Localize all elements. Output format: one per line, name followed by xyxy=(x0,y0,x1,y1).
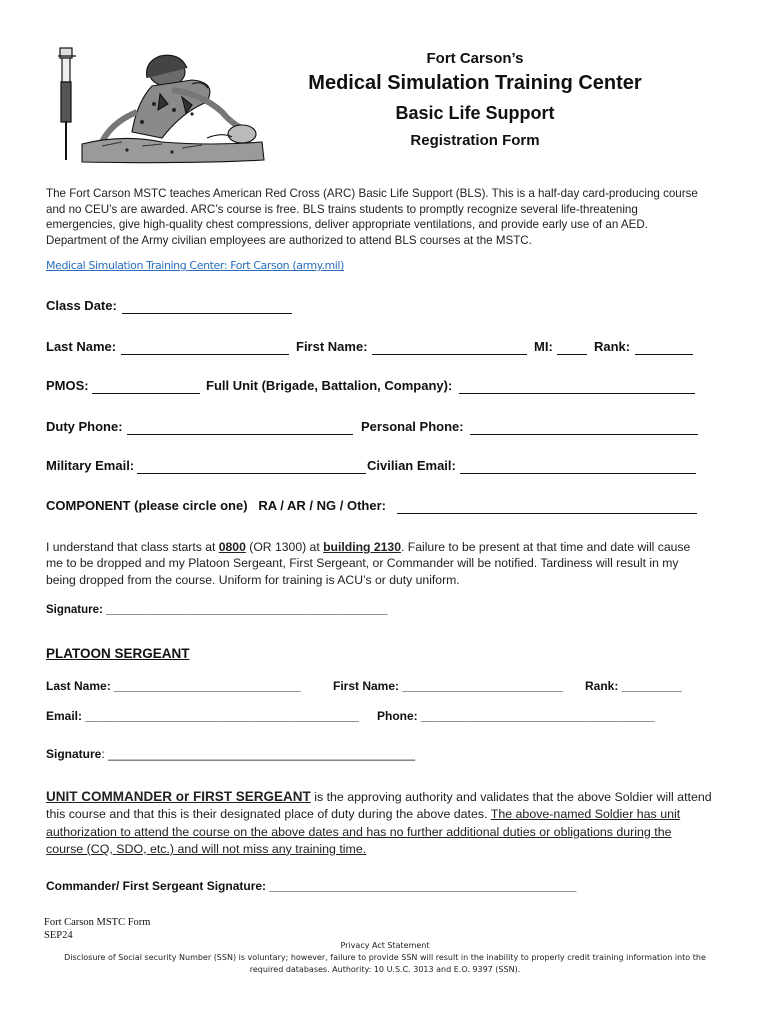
privacy-act-statement xyxy=(40,940,730,976)
class-date-field[interactable] xyxy=(122,313,292,314)
military-email-label: Military Email: xyxy=(46,458,135,473)
understand-line: me to be dropped and my Platoon Sergeant, First Sergeant, or Commander will be notified. Tardiness will result in my xyxy=(46,556,679,571)
psg-last-name-field[interactable]: Last Name: ____________________________ xyxy=(46,679,301,693)
medic-cpr-illustration xyxy=(42,42,272,170)
understand-text: (OR 1300) at xyxy=(245,540,324,554)
full-unit-field[interactable] xyxy=(459,393,695,394)
commander-text-underlined: The above-named Soldier has unit xyxy=(490,807,681,822)
rank-field[interactable] xyxy=(635,354,693,355)
first-name-label: First Name: xyxy=(296,339,368,354)
understand-line: being dropped from the course. Uniform for training is ACU’s or duty uniform. xyxy=(46,572,460,587)
commander-heading: UNIT COMMANDER or FIRST SERGEANT xyxy=(46,789,311,804)
personal-phone-label: Personal Phone: xyxy=(361,419,464,434)
duty-phone-label: Duty Phone: xyxy=(46,419,123,434)
civilian-email-field[interactable] xyxy=(460,473,696,474)
psg-signature-label: Signature xyxy=(46,747,102,761)
pmos-label: PMOS: xyxy=(46,378,89,393)
commander-paragraph xyxy=(46,788,746,858)
platoon-sergeant-heading: PLATOON SERGEANT xyxy=(46,646,190,661)
full-unit-label: Full Unit (Brigade, Battalion, Company): xyxy=(206,378,453,393)
component-label: COMPONENT (please circle one) RA / AR / NG / Other: xyxy=(46,498,386,513)
intro-line: The Fort Carson MSTC teaches American Red Cross (ARC) Basic Life Support (BLS). This is a half-day card-producing course xyxy=(46,187,698,200)
commander-text-underlined: duties or obligations during the xyxy=(502,824,672,839)
intro-paragraph xyxy=(46,186,726,248)
privacy-text: required databases. Authority: 10 U.S.C. 3013 and E.O. 9397 (SSN). xyxy=(249,965,521,974)
psg-signature-field[interactable] xyxy=(46,747,415,761)
commander-text: this course and that this is their designated place of duty during the above dates. xyxy=(46,807,491,822)
commander-text: is the approving authority and validates that the above Soldier will attend xyxy=(310,790,712,804)
mi-field[interactable] xyxy=(557,354,587,355)
intro-line: Department of the Army civilian employees are authorized to attend BLS courses at the MSTC. xyxy=(46,233,532,247)
civilian-email-label: Civilian Email: xyxy=(367,458,456,473)
header-subtitle: Fort Carson’s xyxy=(426,50,524,67)
student-signature-line[interactable]: Signature: ____________________________________________ xyxy=(46,604,388,616)
commander-text-underlined: course (CQ, SDO, etc.) and will not miss any training time. xyxy=(46,841,367,856)
mi-label: MI: xyxy=(534,339,553,354)
psg-signature-line: : ______________________________________________ xyxy=(101,747,416,761)
building-number: building 2130 xyxy=(323,540,401,554)
privacy-text: Disclosure of Social security Number (SSN) is voluntary; however, failure to provide SSN will result in the inability to properly credit training information into the xyxy=(64,953,706,962)
personal-phone-field[interactable] xyxy=(470,434,698,435)
class-date-label: Class Date: xyxy=(46,298,117,313)
commander-text-underlined: authorization to attend the course on the above dates and has no further additional xyxy=(46,824,503,839)
first-name-field[interactable] xyxy=(372,354,527,355)
page-title: Medical Simulation Training Center xyxy=(308,72,642,94)
last-name-label: Last Name: xyxy=(46,339,117,354)
psg-first-name-field[interactable]: First Name: ________________________ xyxy=(333,679,563,693)
last-name-field[interactable] xyxy=(121,354,289,355)
form-date: SEP24 xyxy=(44,930,73,941)
psg-phone-field[interactable]: Phone: ___________________________________ xyxy=(377,709,655,723)
understanding-paragraph xyxy=(46,539,736,588)
course-title: Basic Life Support xyxy=(395,103,555,123)
understand-text: . Failure to be present at that time and date will cause xyxy=(401,540,691,554)
component-other-field[interactable] xyxy=(397,513,697,514)
understand-text: I understand that class starts at xyxy=(46,540,219,554)
psg-email-field[interactable]: Email: _________________________________________ xyxy=(46,709,359,723)
form-name: Fort Carson MSTC Form xyxy=(44,917,151,928)
military-email-field[interactable] xyxy=(137,473,366,474)
intro-line: emergencies, give high-quality chest compressions, deliver appropriate ventilations, and provide early use of an AED. xyxy=(46,218,648,232)
rank-label: Rank: xyxy=(594,339,631,354)
privacy-title: Privacy Act Statement xyxy=(340,941,430,950)
psg-rank-field[interactable]: Rank: _________ xyxy=(585,679,682,693)
pmos-field[interactable] xyxy=(92,393,200,394)
duty-phone-field[interactable] xyxy=(127,434,353,435)
commander-signature-field[interactable]: Commander/ First Sergeant Signature: ______________________________________________ xyxy=(46,879,577,893)
mstc-link[interactable]: Medical Simulation Training Center: Fort Carson (army.mil) xyxy=(46,259,344,272)
class-start-time: 0800 xyxy=(218,540,246,554)
form-title: Registration Form xyxy=(410,132,540,149)
intro-line: and no CEU’s are awarded. ARC’s course is free. BLS trains students to promptly recognize several life-threatening xyxy=(46,202,638,216)
